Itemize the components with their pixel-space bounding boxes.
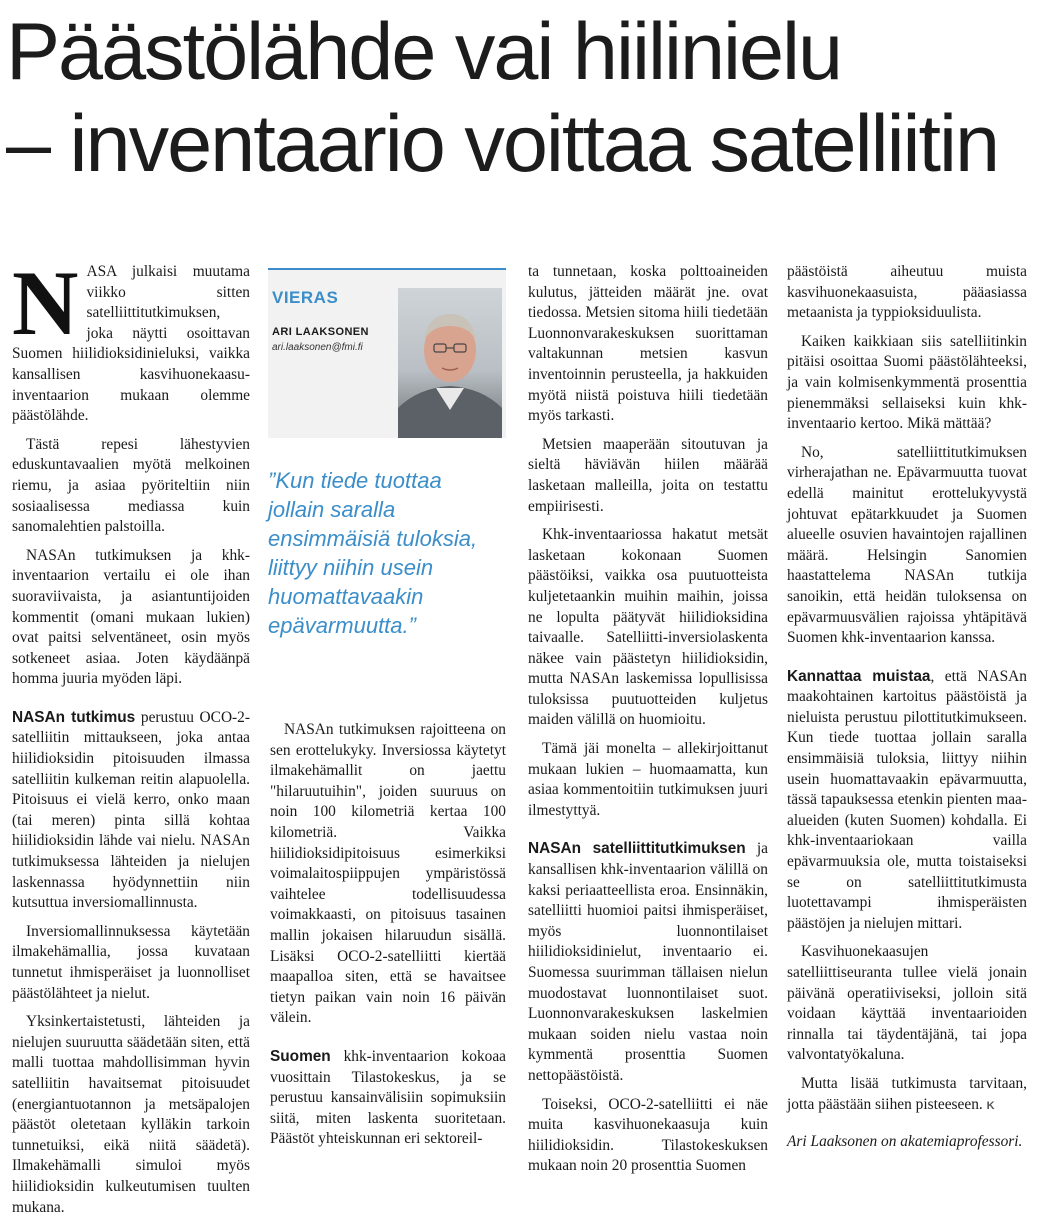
author-photo [398, 288, 502, 438]
paragraph: Kannattaa muistaa, että NASAn maakohtainen kartoitus päästöistä ja nieluista perustuu pilottitutkimukseen. Kun tiede tuottaa jollain saralla ensimmäisiä tuloksia, liittyy niihin usein huomattavaakin epävarmuutta, tässä tapauksessa etenkin pienten maa-alueiden (kuten Suomen) kohdalla. Ei khk-inventaariokaan vailla epävarmuuksia ole, mutta toistaiseksi se on satelliittitutkimusta luotettavampi ihmisperäisten päästöjen ja nielujen mittari. [787, 667, 1027, 932]
subhead-lead: NASAn tutkimus [12, 708, 136, 726]
article-column-4 [787, 262, 1027, 1161]
end-mark: K [986, 1099, 995, 1112]
paragraph: Metsien maaperään sitoutuvan ja sieltä häviävän hiilen määrää lasketaan malleilla, joita on testattu empiirisesti. [528, 435, 768, 515]
author-email: ari.laaksonen@fmi.fi [272, 342, 363, 353]
paragraph: Khk-inventaariossa hakatut metsät lasketaan kokonaan Suomen päästöiksi, vaikka osa puutuotteista kuljetetaankin muihin maihin, joissa ne lopulta päätyvät hiilidioksidina taivaalle. Satelliitti-inversiolaskenta näkee vain päästetyn hiilidioksidin, mutta NASAn laskemissa lopullisissa tuloksissa puutuotteiden kuljetus maiden välillä on huomioitu. [528, 526, 768, 729]
author-name: ARI LAAKSONEN [272, 326, 369, 338]
headline [6, 6, 1036, 190]
paragraph: NASAn satelliittitutkimuksen ja kansallisen khk-inventaarion välillä on kaksi periaatteellista eroa. Ensinnäkin, satelliitti huomioi paitsi ihmisperäiset, myös luonnontilaiset hiilidioksidinielut, inventaario ei. Suomessa suurimman tällaisen nielun muodostavat luonnontilaiset suot. Luonnonvarakeskuksen laskelmien mukaan soiden nielu vastaa noin kymmentä prosenttia Suomen nettopäästöistä. [528, 840, 768, 1084]
paragraph: Tästä repesi lähestyvien eduskuntavaalien myötä melkoinen riemu, ja asiaa pyöriteltiin niin sosiaalisessa mediassa kuin sanomalehtien palstoilla. [12, 435, 250, 536]
paragraph: Tämä jäi monelta – allekirjoittanut mukaan lukien – huomaamatta, kun asiaa kommentoitiin tutkimuksen juuri ilmestyttyä. [528, 740, 768, 819]
paragraph: Kasvihuonekaasujen satelliittiseuranta tullee vielä jonain päivänä operatiiviseksi, jolloin sitä voidaan käyttää inventaarioiden rinnalla tai täydentäjänä, tai jopa valvontatyökaluna. [787, 943, 1027, 1064]
subhead-lead: NASAn satelliittitutkimuksen [528, 840, 746, 858]
author-box [268, 268, 506, 438]
subhead-lead: Kannattaa muistaa [787, 667, 931, 685]
paragraph: päästöistä aiheutuu muista kasvihuonekaasuista, pääasiassa metaanista ja typpioksiduulista. [787, 263, 1027, 322]
lead-paragraph: NASA julkaisi muutama viikko sitten satelliittitutkimuksen, joka näytti osoittavan Suomen hiilidioksidinieluksi, vaikka kansallisen kasvihuonekaasu-inventaarion mukaan olemme päästölähde. [12, 252, 250, 425]
pull-quote: ”Kun tiede tuottaa jollain saralla ensimmäisiä tuloksia, liittyy niihin usein huomattavaakin epävarmuutta.” [268, 468, 478, 638]
paragraph: NASAn tutkimuksen rajoitteena on sen erottelukyky. Inversiossa käytetyt ilmakehämallit on jaettu "hilaruutuihin", joiden suuruus on noin 100 kilometriä kertaa 100 kilometriä. Vaikka hiilidioksidipitoisuus esimerkiksi voimalaitospiippujen ympäristössä vaihtelee todellisuudessa voimakkaasti, on pitoisuus tasainen mallin jokaisen hilaruudun sisällä. Lisäksi OCO-2-satelliitti kiertää maapalloa siten, että se havaitsee tietyn paikan vain noin 16 päivän välein. [270, 721, 506, 1027]
subhead-lead: Suomen [270, 1047, 331, 1065]
author-signoff: Ari Laaksonen on akatemiaprofessori. [787, 1133, 1023, 1151]
paragraph: Inversiomallinnuksessa käytetään ilmakehämallia, jossa kuvataan tunnetut ihmisperäiset ja luonnolliset päästölähteet ja nielut. [12, 922, 250, 1002]
article-column-1 [12, 252, 250, 1226]
paragraph: No, satelliittitutkimuksen virherajathan ne. Epävarmuutta tuovat edellä mainitut erottelukyvystä johtuvat epätarkkuudet ja Suomen alueelle osuvien havaintojen rajallinen määrä. Helsingin Sanomien haastattelema NASAn tutkija sanoikin, että heidän tuloksensa on epävarmuusvälien rajoissa yhtäpitävä Suomen khk-inventaarion kanssa. [787, 443, 1027, 647]
headline-line-2: – inventaario voittaa satelliitin [6, 99, 999, 189]
headline-line-1: Päästölähde vai hiilinielu [6, 7, 842, 97]
section-label: VIERAS [272, 288, 339, 307]
paragraph: Toiseksi, OCO-2-satelliitti ei näe muita kasvihuonekaasuja kuin hiilidioksidin. Tilastokeskuksen mukaan noin 20 prosenttia Suomen [528, 1095, 768, 1175]
paragraph: ta tunnetaan, koska polttoaineiden kulutus, jätteiden määrät jne. ovat tiedossa. Metsien sitoma hiili tiedetään Luonnonvarakeskuksen suorittaman valtakunnan metsien kasvun inventoinnin perusteella, ja hakkuiden myötä niistä poistuva hiili tiedetään myös tarkasti. [528, 263, 768, 425]
paragraph: NASAn tutkimuksen ja khk-inventaarion vertailu ei ole ihan suoraviivaista, ja asiantuntijoiden kommentit (omani mukaan lukien) ovat paitsi selventäneet, osin myös sotkeneet asiaa. Joten käydäänpä homma juuria myöden läpi. [12, 546, 250, 688]
drop-cap: N [12, 252, 79, 354]
author-portrait-icon [398, 288, 502, 438]
paragraph: Yksinkertaistetusti, lähteiden ja nielujen suuruutta säädetään siten, että malli tuottaa mahdollisimman hyvin satelliitin havaitsemat pitoisuudet (energiantuotannon ja metsäpalojen päästöt oletetaan kylläkin tarkoin tunnetuiksi, eikä niitä säädetä). Ilmakehämalli simuloi myös hiilidioksidin kulkeutumisen tuulten mukana. [12, 1013, 250, 1216]
paragraph: NASAn tutkimus perustuu OCO-2-satelliitin mittaukseen, joka antaa hiilidioksidin pitoisuuden ilmassa satelliitin kulkeman reitin alapuolella. Pitoisuus ei vielä kerro, onko maan (tai meren) pinta sillä kohtaa hiilidioksidin lähde vai nielu. NASAn tutkimuksessa lähteiden ja nielujen laskennassa hyödynnettiin niin kutsuttua inversiomallinnusta. [12, 708, 250, 912]
paragraph: Suomen khk-inventaarion kokoaa vuosittain Tilastokeskus, ja se perustuu kansainvälisiin sopimuksiin siitä, miten laskenta suoritetaan. Päästöt yhteiskunnan eri sektoreil- [270, 1047, 506, 1148]
article-column-2 [270, 720, 506, 1158]
paragraph: Kaiken kaikkiaan siis satelliitinkin pitäisi osoittaa Suomi päästölähteeksi, ja vain kolmisenkymmentä prosenttia pienemmäksi sellaiseksi kuin khk-inventaario kertoo. Mikä mättää? [787, 332, 1027, 433]
paragraph: Mutta lisää tutkimusta tarvitaan, jotta päästään siihen pisteeseen. K [787, 1074, 1027, 1113]
article-column-3 [528, 262, 768, 1185]
